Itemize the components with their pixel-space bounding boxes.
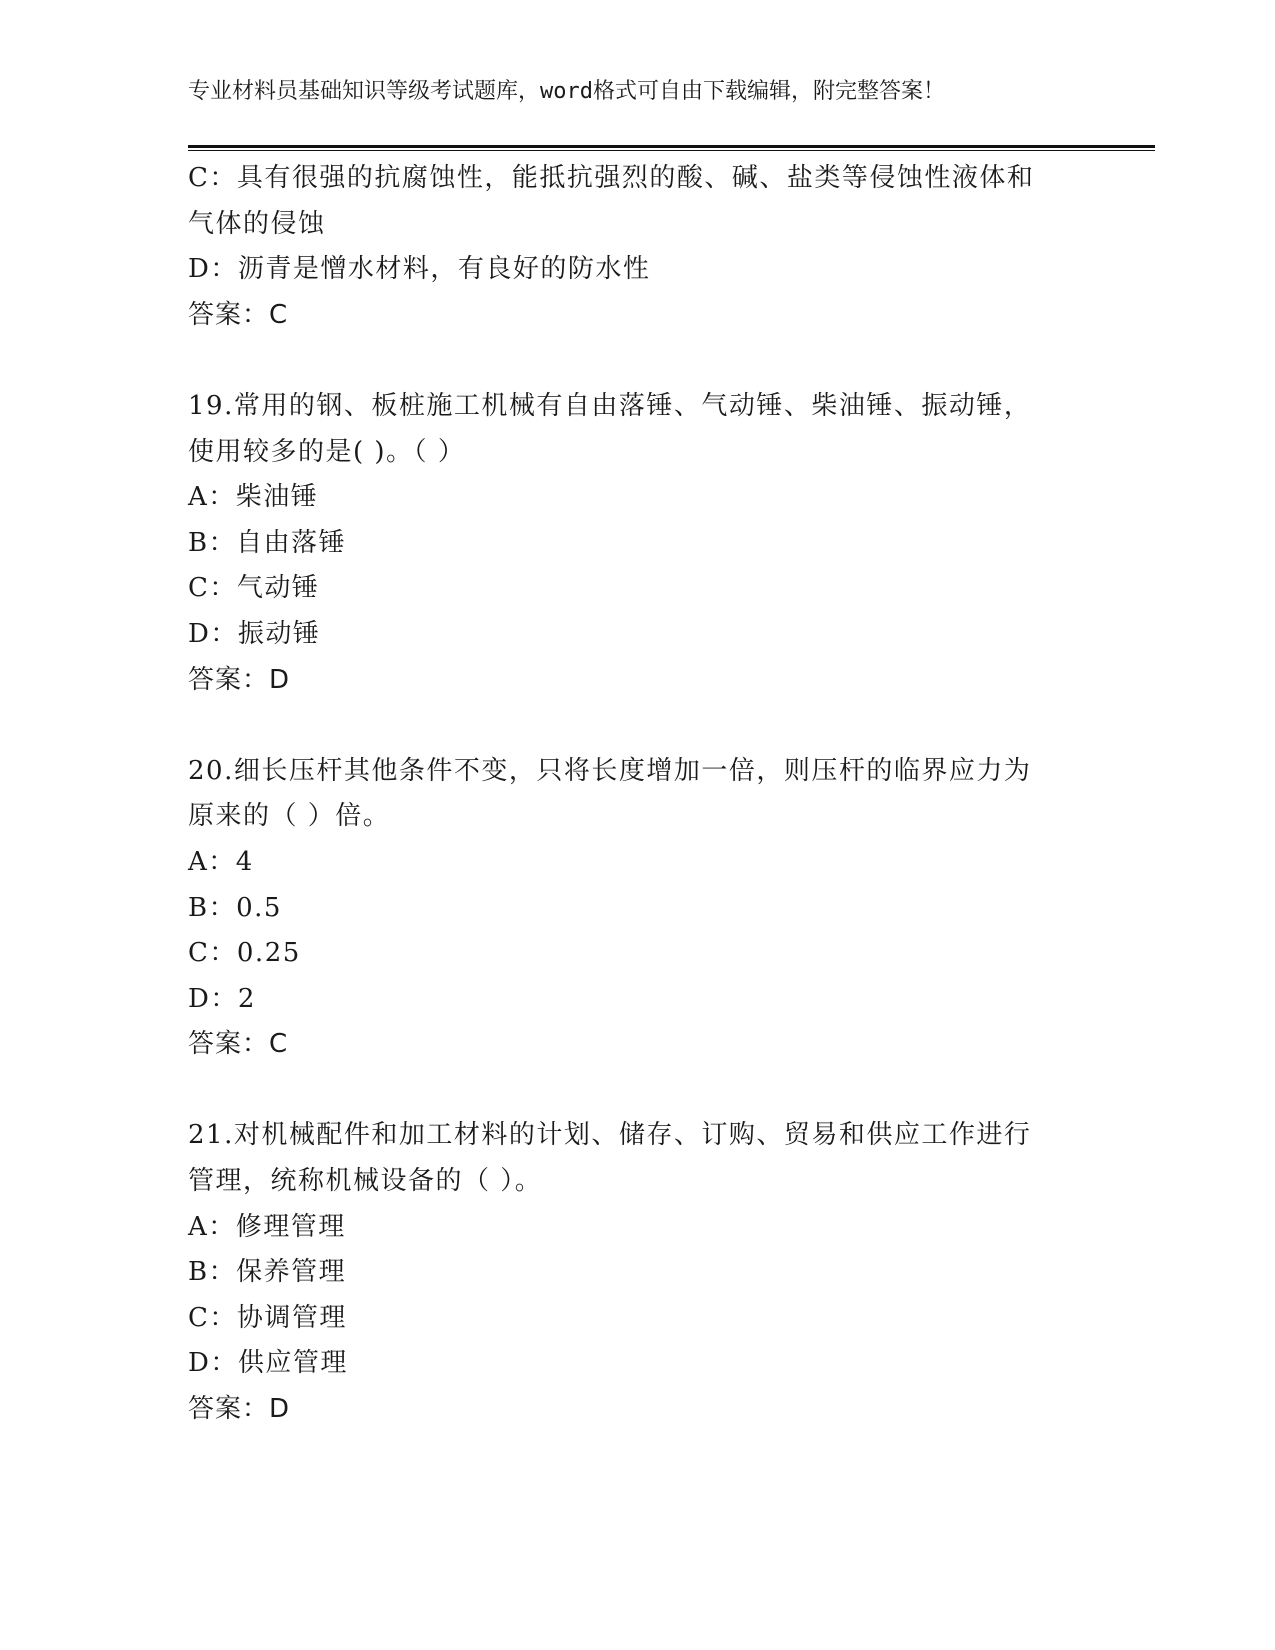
option-c: C：协调管理 [188,1302,347,1333]
document-body [188,156,1088,1433]
page-header: 专业材料员基础知识等级考试题库，word格式可自由下载编辑，附完整答案！ [188,79,945,104]
answer: 答案：C [188,1029,289,1060]
option-a: A：修理管理 [188,1211,346,1242]
answer: 答案：D [188,664,291,695]
option-d: D：振动锤 [188,618,321,649]
spacer [188,1068,1088,1114]
spacer [188,703,1088,749]
question-stem-line2: 使用较多的是( )。（ ） [188,436,466,467]
option-d: D：2 [188,983,256,1014]
question-19 [188,384,1088,703]
answer: 答案：C [188,299,289,330]
question-stem-line2: 原来的（ ）倍。 [188,801,391,832]
answer: 答案：D [188,1394,291,1425]
option-a: A：4 [188,846,254,877]
option-c: C：气动锤 [188,573,320,604]
question-20 [188,749,1088,1068]
option-d: D：供应管理 [188,1348,348,1379]
question-stem-line2: 管理，统称机械设备的（ ）。 [188,1166,543,1197]
option-a: A：柴油锤 [188,482,319,513]
question-stem-line1: 19.常用的钢、板桩施工机械有自由落锤、气动锤、柴油锤、振动锤， [188,390,1032,421]
question-stem-line1: 20.细长压杆其他条件不变，只将长度增加一倍，则压杆的临界应力为 [188,755,1032,786]
spacer [188,338,1088,384]
option-c-line2: 气体的侵蚀 [188,208,326,239]
question-21 [188,1113,1088,1432]
option-c: C：0.25 [188,938,301,969]
option-c-line1: C：具有很强的抗腐蚀性，能抵抗强烈的酸、碱、盐类等侵蚀性液体和 [188,163,1035,193]
question-stem-line1: 21.对机械配件和加工材料的计划、储存、订购、贸易和供应工作进行 [188,1120,1032,1151]
option-b: B：0.5 [188,892,282,923]
header-divider [188,145,1155,151]
option-b: B：自由落锤 [188,527,347,558]
option-b: B：保养管理 [188,1257,347,1288]
previous-question-tail [188,156,1088,338]
option-d: D：沥青是憎水材料，有良好的防水性 [188,254,651,285]
